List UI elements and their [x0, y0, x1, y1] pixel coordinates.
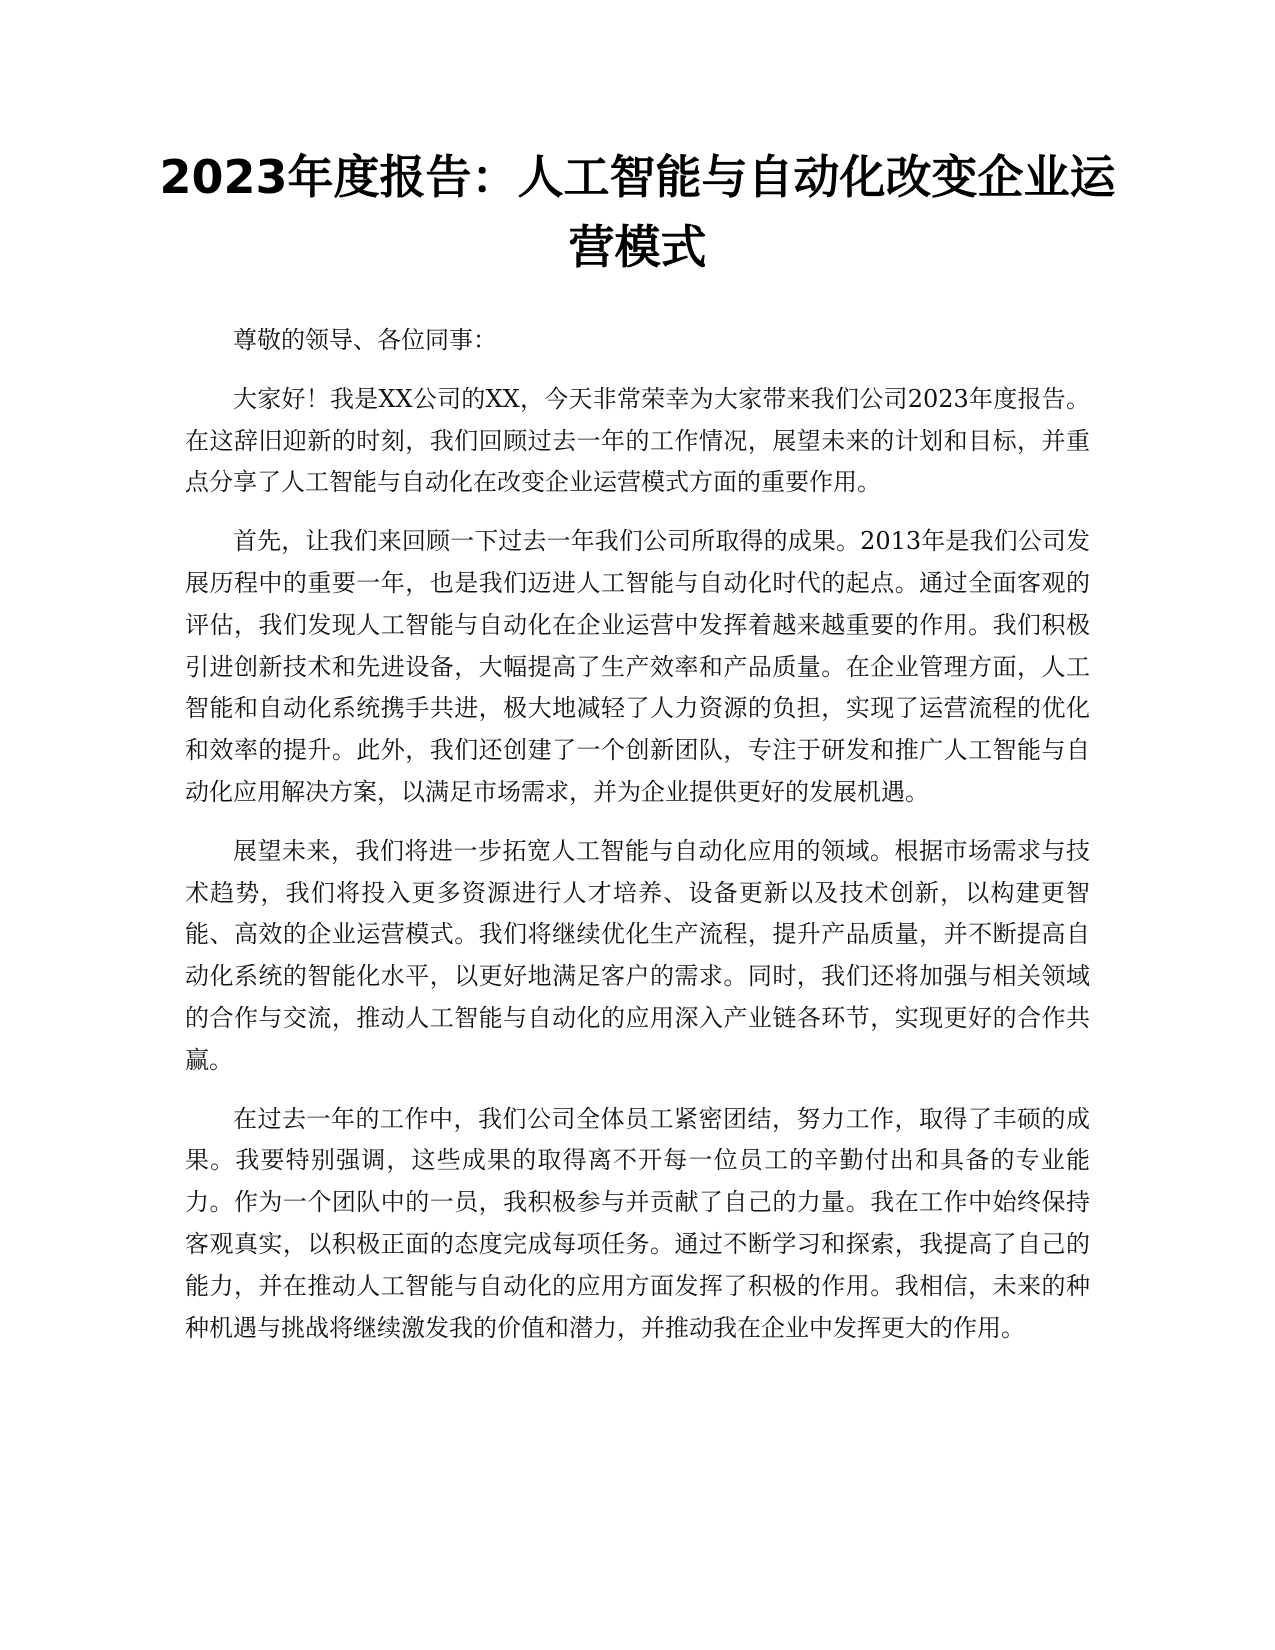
- paragraph-outlook: 展望未来，我们将进一步拓宽人工智能与自动化应用的领域。根据市场需求与技术趋势，我们将投入更多资源进行人才培养、设备更新以及技术创新，以构建更智能、高效的企业运营模式。我们将继续优化生产流程，提升产品质量，并不断提高自动化系统的智能化水平，以更好地满足客户的需求。同时，我们还将加强与相关领域的合作与交流，推动人工智能与自动化的应用深入产业链各环节，实现更好的合作共赢。: [185, 836, 1090, 1074]
- paragraph-personal: 在过去一年的工作中，我们公司全体员工紧密团结，努力工作，取得了丰硕的成果。我要特别强调，这些成果的取得离不开每一位员工的辛勤付出和具备的专业能力。作为一个团队中的一员，我积极参与并贡献了自己的力量。我在工作中始终保持客观真实，以积极正面的态度完成每项任务。通过不断学习和探索，我提高了自己的能力，并在推动人工智能与自动化的应用方面发挥了积极的作用。我相信，未来的种种机遇与挑战将继续激发我的价值和潜力，并推动我在企业中发挥更大的作用。: [185, 1104, 1090, 1342]
- paragraph-intro: 大家好！我是XX公司的XX，今天非常荣幸为大家带来我们公司2023年度报告。在这辞旧迎新的时刻，我们回顾过去一年的工作情况，展望未来的计划和目标，并重点分享了人工智能与自动化在改变企业运营模式方面的重要作用。: [185, 384, 1090, 497]
- document-body: [185, 320, 1090, 1366]
- document-title: 2023年度报告：人工智能与自动化改变企业运营模式: [159, 150, 1116, 274]
- paragraph-review: 首先，让我们来回顾一下过去一年我们公司所取得的成果。2013年是我们公司发展历程中的重要一年，也是我们迈进人工智能与自动化时代的起点。通过全面客观的评估，我们发现人工智能与自动化在企业运营中发挥着越来越重要的作用。我们积极引进创新技术和先进设备，大幅提高了生产效率和产品质量。在企业管理方面，人工智能和自动化系统携手共进，极大地减轻了人力资源的负担，实现了运营流程的优化和效率的提升。此外，我们还创建了一个创新团队，专注于研发和推广人工智能与自动化应用解决方案，以满足市场需求，并为企业提供更好的发展机遇。: [185, 527, 1090, 806]
- salutation: 尊敬的领导、各位同事：: [233, 326, 497, 354]
